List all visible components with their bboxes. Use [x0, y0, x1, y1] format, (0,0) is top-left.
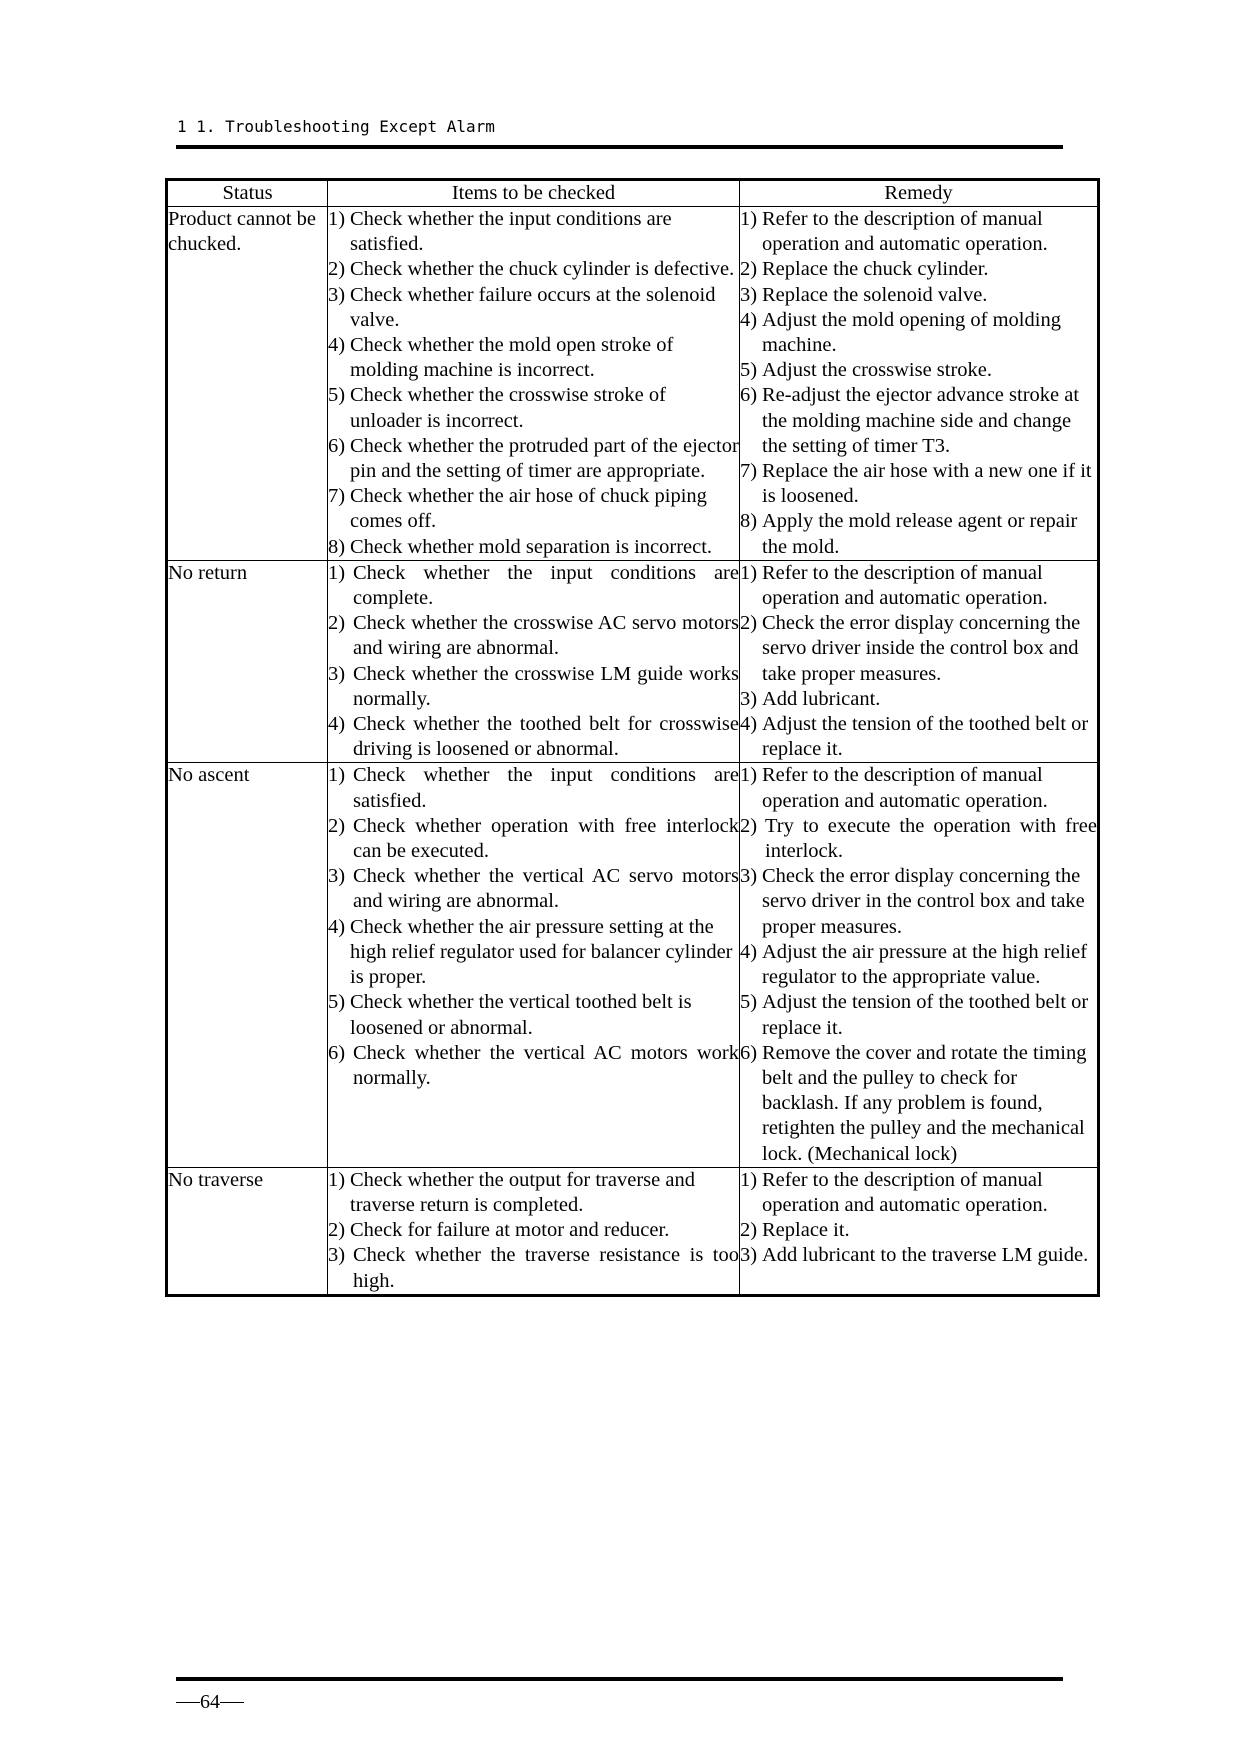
remedy-item-number: 4) — [740, 308, 758, 331]
remedy-item-text: Apply the mold release agent or repair the mold. — [762, 510, 1078, 558]
column-header-remedy: Remedy — [740, 180, 1099, 207]
check-item-list-item — [328, 662, 739, 712]
remedy-item-number: 5) — [740, 991, 758, 1014]
check-item-item-text: Check whether the crosswise LM guide works normally. — [353, 662, 739, 710]
remedy-item-text: Replace the solenoid valve. — [762, 283, 988, 306]
remedy-item-number: 3) — [740, 283, 758, 306]
status-cell: No traverse — [167, 1167, 328, 1295]
check-item-cell — [328, 763, 740, 1167]
remedy-item-text: Refer to the description of manual operation and automatic operation. — [762, 764, 1048, 812]
check-item-list-item — [328, 257, 739, 282]
remedy-item-number: 4) — [740, 940, 758, 963]
check-item-item-number: 1) — [328, 764, 346, 787]
check-item-item-number: 8) — [328, 535, 346, 558]
remedy-list-item — [740, 712, 1097, 762]
remedy-item-text: Adjust the mold opening of molding machine. — [762, 308, 1061, 357]
table-row — [167, 1167, 1099, 1295]
status-cell: No return — [167, 560, 328, 763]
remedy-item-text: Adjust the tension of the toothed belt or replace it. — [762, 991, 1089, 1039]
page-number-container — [176, 1690, 244, 1714]
troubleshooting-table-container — [165, 178, 1097, 1297]
remedy-item-number: 2) — [740, 612, 758, 635]
remedy-item-number: 1) — [740, 1168, 758, 1191]
check-item-list-item — [328, 561, 739, 611]
remedy-item-number: 7) — [740, 460, 758, 483]
remedy-list-item — [740, 940, 1097, 990]
check-item-item-number: 2) — [328, 1219, 346, 1242]
check-item-item-text: Check whether the mold open stroke of molding machine is incorrect. — [350, 334, 674, 382]
check-item-list-item — [328, 383, 739, 433]
check-item-item-text: Check whether the traverse resistance is too high. — [353, 1244, 739, 1292]
remedy-item-text: Adjust the tension of the toothed belt or replace it. — [762, 713, 1089, 761]
check-item-item-number: 5) — [328, 991, 346, 1014]
page-number-dash-right — [220, 1702, 244, 1703]
remedy-item-text: Adjust the air pressure at the high relief regulator to the appropriate value. — [762, 940, 1088, 989]
check-item-item-text: Check whether the output for traverse and traverse return is completed. — [350, 1168, 695, 1216]
check-item-item-text: Check whether failure occurs at the solenoid valve. — [350, 283, 716, 331]
table-header-row — [167, 180, 1099, 207]
check-item-list-item — [328, 712, 739, 762]
remedy-item-text: Remove the cover and rotate the timing belt and the pulley to check for backlash. If any problem is found, retighten the pulley and the mechanical lock. (Mechanical lock) — [762, 1041, 1087, 1165]
remedy-item-number: 6) — [740, 1041, 758, 1064]
check-item-item-number: 3) — [328, 283, 346, 306]
remedy-list-item — [740, 1041, 1097, 1167]
check-item-item-number: 6) — [328, 1041, 346, 1064]
footer-rule — [176, 1677, 1063, 1681]
remedy-item-text: Replace the air hose with a new one if it is loosened. — [762, 460, 1092, 508]
remedy-item-number: 2) — [740, 814, 758, 837]
remedy-item-text: Refer to the description of manual operation and automatic operation. — [762, 208, 1048, 256]
remedy-list-item — [740, 207, 1097, 257]
remedy-item-text: Check the error display concerning the servo driver inside the control box and take proper measures. — [762, 612, 1081, 685]
remedy-list-item — [740, 864, 1097, 940]
check-item-list-item — [328, 611, 739, 661]
check-item-item-number: 6) — [328, 434, 346, 457]
remedy-cell — [740, 207, 1099, 561]
check-item-list-item — [328, 990, 739, 1040]
remedy-list-item — [740, 383, 1097, 459]
check-item-cell — [328, 1167, 740, 1295]
remedy-item-number: 2) — [740, 258, 758, 281]
remedy-list-item — [740, 1243, 1097, 1268]
check-item-item-number: 1) — [328, 561, 346, 584]
check-item-list-item — [328, 1041, 739, 1091]
remedy-item-number: 5) — [740, 359, 758, 382]
check-item-item-number: 7) — [328, 485, 346, 508]
check-item-item-text: Check whether the toothed belt for crosswise driving is loosened or abnormal. — [353, 713, 739, 761]
check-item-item-text: Check whether the input conditions are satisfied. — [353, 764, 739, 812]
status-cell: No ascent — [167, 763, 328, 1167]
remedy-item-number: 1) — [740, 208, 758, 230]
header-rule — [176, 145, 1063, 149]
check-item-item-number: 2) — [328, 258, 346, 281]
remedy-cell — [740, 763, 1099, 1167]
check-item-list-item — [328, 535, 739, 560]
check-item-list-item — [328, 814, 739, 864]
check-item-list-item — [328, 484, 739, 534]
section-title: 1 1. Troubleshooting Except Alarm — [177, 117, 495, 136]
remedy-item-text: Refer to the description of manual operation and automatic operation. — [762, 1168, 1048, 1216]
remedy-list-item — [740, 257, 1097, 282]
check-item-item-text: Check whether operation with free interlock can be executed. — [353, 814, 739, 863]
remedy-list-item — [740, 459, 1097, 509]
table-row — [167, 560, 1099, 763]
page-number: 64 — [200, 1691, 220, 1713]
check-item-item-text: Check whether the input conditions are satisfied. — [350, 208, 672, 256]
remedy-list-item — [740, 611, 1097, 687]
check-item-list-item — [328, 1168, 739, 1218]
column-header-status: Status — [167, 180, 328, 207]
remedy-item-number: 6) — [740, 384, 758, 407]
remedy-item-text: Add lubricant. — [762, 687, 881, 710]
remedy-item-text: Adjust the crosswise stroke. — [762, 359, 993, 382]
remedy-cell — [740, 1167, 1099, 1295]
check-item-list-item — [328, 864, 739, 914]
check-item-item-text: Check whether the crosswise AC servo motors and wiring are abnormal. — [353, 612, 739, 660]
remedy-item-text: Try to execute the operation with free interlock. — [765, 814, 1097, 863]
remedy-item-number: 1) — [740, 764, 758, 787]
check-item-item-number: 2) — [328, 612, 346, 635]
remedy-list-item — [740, 687, 1097, 712]
check-item-list-item — [328, 763, 739, 813]
check-item-item-number: 4) — [328, 334, 346, 357]
check-item-list-item — [328, 207, 739, 257]
check-item-item-text: Check whether the crosswise stroke of unloader is incorrect. — [350, 384, 666, 432]
check-item-item-number: 4) — [328, 713, 346, 736]
check-item-list-item — [328, 333, 739, 383]
check-item-item-number: 5) — [328, 384, 346, 407]
check-item-item-number: 1) — [328, 1168, 346, 1191]
remedy-list-item — [740, 814, 1097, 864]
remedy-item-number: 3) — [740, 865, 758, 888]
remedy-item-text: Check the error display concerning the servo driver in the control box and take proper measures. — [762, 865, 1085, 938]
check-item-list-item — [328, 1243, 739, 1293]
remedy-item-number: 3) — [740, 1244, 758, 1267]
remedy-item-number: 1) — [740, 561, 758, 584]
check-item-item-text: Check for failure at motor and reducer. — [350, 1219, 670, 1242]
check-item-item-text: Check whether the air pressure setting at the high relief regulator used for balancer cylinder is proper. — [350, 915, 733, 989]
status-cell: Product cannot be chucked. — [167, 207, 328, 561]
table-row — [167, 763, 1099, 1167]
check-item-cell — [328, 560, 740, 763]
check-item-item-text: Check whether the input conditions are complete. — [353, 561, 739, 610]
check-item-list-item — [328, 915, 739, 991]
remedy-item-number: 2) — [740, 1219, 758, 1242]
check-item-item-text: Check whether the chuck cylinder is defective. — [350, 258, 735, 281]
remedy-item-text: Refer to the description of manual operation and automatic operation. — [762, 561, 1048, 610]
remedy-item-text: Add lubricant to the traverse LM guide. — [762, 1244, 1089, 1267]
check-item-list-item — [328, 283, 739, 333]
check-item-item-number: 2) — [328, 814, 346, 837]
column-header-items: Items to be checked — [328, 180, 740, 207]
check-item-item-text: Check whether the protruded part of the ejector pin and the setting of timer are appropriate. — [350, 434, 739, 483]
page-number-dash-left — [176, 1702, 200, 1703]
troubleshooting-table — [165, 178, 1100, 1297]
check-item-item-text: Check whether the vertical AC motors work normally. — [353, 1041, 739, 1089]
remedy-item-number: 8) — [740, 510, 758, 533]
check-item-item-number: 3) — [328, 662, 346, 685]
remedy-item-text: Re-adjust the ejector advance stroke at the molding machine side and change the setting of timer T3. — [762, 384, 1080, 457]
check-item-item-text: Check whether the vertical AC servo motors and wiring are abnormal. — [353, 865, 739, 913]
check-item-item-number: 3) — [328, 1244, 346, 1267]
check-item-item-number: 3) — [328, 865, 346, 888]
remedy-list-item — [740, 283, 1097, 308]
remedy-item-text: Replace the chuck cylinder. — [762, 258, 989, 281]
remedy-list-item — [740, 763, 1097, 813]
remedy-item-text: Replace it. — [762, 1219, 850, 1242]
remedy-list-item — [740, 358, 1097, 383]
check-item-list-item — [328, 1218, 739, 1243]
remedy-list-item — [740, 509, 1097, 559]
check-item-item-text: Check whether the air hose of chuck piping comes off. — [350, 485, 707, 533]
check-item-item-text: Check whether the vertical toothed belt is loosened or abnormal. — [350, 991, 692, 1039]
remedy-list-item — [740, 1168, 1097, 1218]
remedy-cell — [740, 560, 1099, 763]
check-item-item-number: 4) — [328, 915, 346, 938]
remedy-list-item — [740, 990, 1097, 1040]
remedy-list-item — [740, 308, 1097, 358]
remedy-item-number: 3) — [740, 687, 758, 710]
check-item-item-number: 1) — [328, 208, 346, 230]
remedy-list-item — [740, 561, 1097, 611]
remedy-list-item — [740, 1218, 1097, 1243]
table-row — [167, 207, 1099, 561]
check-item-item-text: Check whether mold separation is incorrect. — [350, 535, 713, 558]
check-item-list-item — [328, 434, 739, 484]
check-item-cell — [328, 207, 740, 561]
remedy-item-number: 4) — [740, 713, 758, 736]
